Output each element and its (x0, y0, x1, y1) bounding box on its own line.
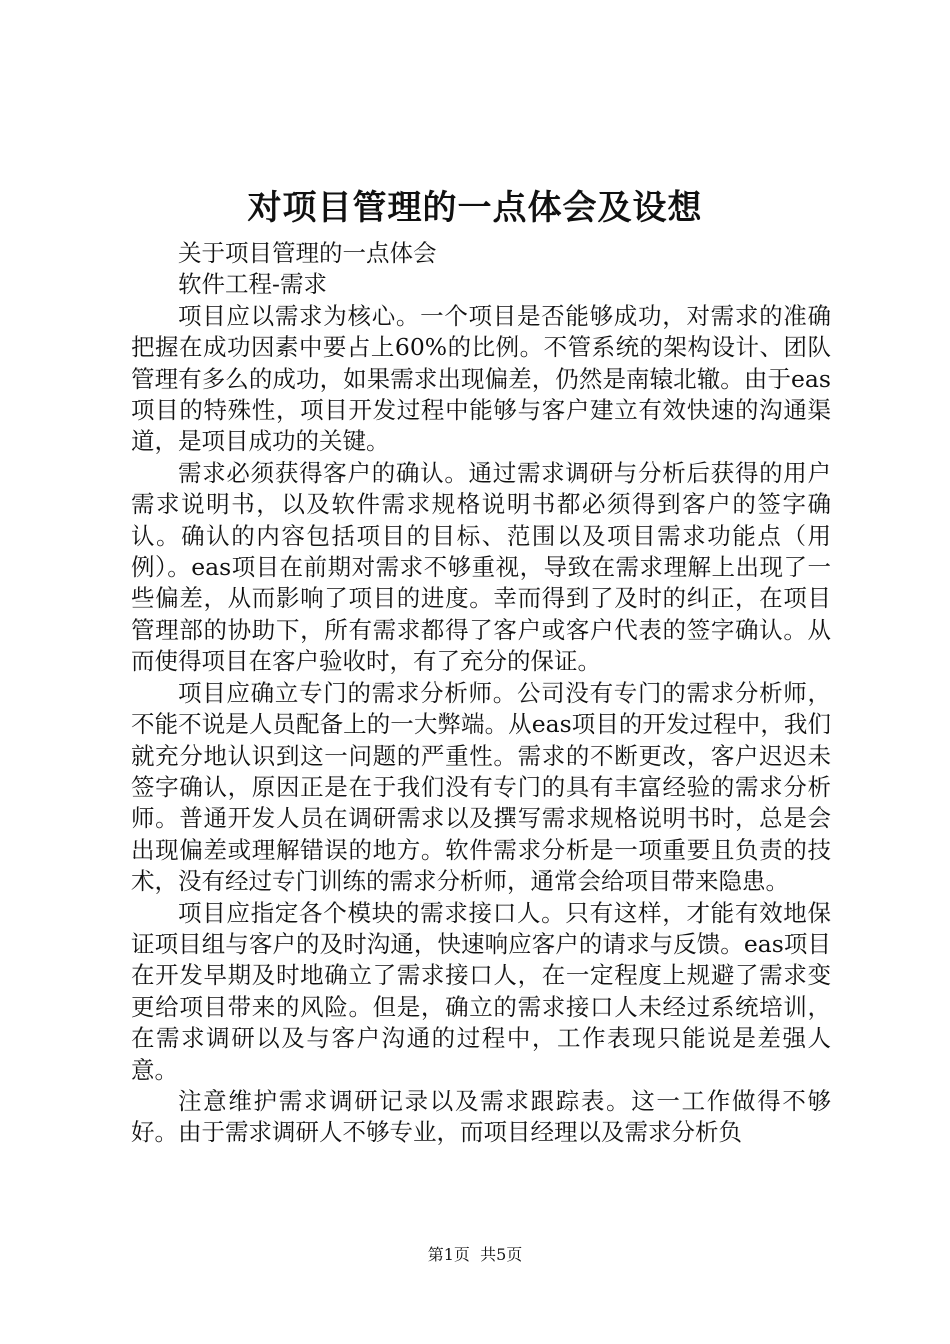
page-footer (0, 1244, 950, 1266)
paragraph: 项目应确立专门的需求分析师。公司没有专门的需求分析师，不能不说是人员配备上的一大弊端。从eas项目的开发过程中，我们就充分地认识到这一问题的严重性。需求的不断更改，客户迟迟未签字确认，原因正是在于我们没有专门的具有丰富经验的需求分析师。普通开发人员在调研需求以及撰写需求规格说明书时，总是会出现偏差或理解错误的地方。软件需求分析是一项重要且负责的技术，没有经过专门训练的需求分析师，通常会给项目带来隐患。 (131, 678, 831, 896)
paragraph-section-heading: 软件工程-需求 (178, 270, 327, 299)
paragraph: 项目应以需求为核心。一个项目是否能够成功，对需求的准确把握在成功因素中要占上60%的比例。不管系统的架构设计、团队管理有多么的成功，如果需求出现偏差，仍然是南辕北辙。由于eas项目的特殊性，项目开发过程中能够与客户建立有效快速的沟通渠道，是项目成功的关键。 (131, 301, 831, 456)
page-total: 共5页 (480, 1245, 523, 1264)
paragraph: 注意维护需求调研记录以及需求跟踪表。这一工作做得不够好。由于需求调研人不够专业，而项目经理以及需求分析负 (131, 1086, 831, 1147)
page-number: 第1页 (427, 1245, 470, 1264)
document-body (131, 238, 831, 1149)
document-title: 对项目管理的一点体会及设想 (247, 188, 703, 228)
paragraph-subtitle: 关于项目管理的一点体会 (178, 239, 437, 267)
footer-separator (470, 1245, 480, 1264)
paragraph: 需求必须获得客户的确认。通过需求调研与分析后获得的用户需求说明书，以及软件需求规格说明书都必须得到客户的签字确认。确认的内容包括项目的目标、范围以及项目需求功能点（用例）。eas项目在前期对需求不够重视，导致在需求理解上出现了一些偏差，从而影响了项目的进度。幸而得到了及时的纠正，在项目管理部的协助下，所有需求都得了客户或客户代表的签字确认。从而使得项目在客户验收时，有了充分的保证。 (131, 458, 831, 676)
paragraph: 项目应指定各个模块的需求接口人。只有这样，才能有效地保证项目组与客户的及时沟通，快速响应客户的请求与反馈。eas项目在开发早期及时地确立了需求接口人，在一定程度上规避了需求变更给项目带来的风险。但是，确立的需求接口人未经过系统培训，在需求调研以及与客户沟通的过程中，工作表现只能说是差强人意。 (131, 898, 831, 1084)
